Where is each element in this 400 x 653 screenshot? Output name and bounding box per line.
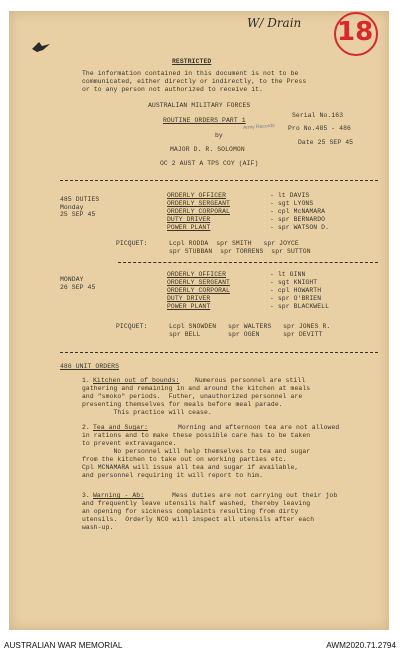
picquet-label: PICQUET: — [116, 323, 148, 330]
order-number: 3. — [82, 492, 90, 499]
handwritten-number: 18 — [337, 17, 374, 47]
order-line: presenting themselves for meals before meal parade. — [82, 401, 283, 408]
duty-role: ORDERLY SERGEANT — [167, 279, 230, 286]
divider — [60, 352, 378, 353]
duty-role: POWER PLANT — [167, 224, 211, 231]
order-number: 2. — [82, 424, 90, 431]
restricted-heading: RESTRICTED — [172, 58, 212, 65]
order-line: This practice will cease. — [82, 409, 212, 416]
notice-line-1: The information contained in this document is not to be — [82, 70, 299, 77]
duty-date-label-2: 26 SEP 45 — [60, 284, 96, 291]
duty-role: ORDERLY OFFICER — [167, 271, 227, 278]
order-line: utensils. Orderly NCO will inspect all utensils after each — [82, 516, 315, 523]
duty-date-label-1: 485 DUTIES — [60, 196, 100, 203]
orders-title: ROUTINE ORDERS PART 1 — [163, 117, 246, 124]
order-number: 1. — [82, 377, 90, 384]
duty-role: ORDERLY CORPORAL — [167, 287, 230, 294]
footer-accession-number: AWM2020.71.2794 — [326, 641, 396, 650]
duty-role: POWER PLANT — [167, 303, 211, 310]
duty-name: - cpl McNAMARA — [270, 208, 326, 215]
order-line: in rations and to make these possible care has to be taken — [82, 432, 311, 439]
unit-orders-heading: 486 UNIT ORDERS — [60, 363, 120, 370]
duty-name: - sgt KNIGHT — [270, 279, 318, 286]
issuing-unit: OC 2 AUST A TPS COY (AIF) — [160, 160, 259, 167]
order-line: to prevent extravagance. — [82, 440, 177, 447]
duty-name: - lt GINN — [270, 271, 306, 278]
picquet-line: spr STUBBAN spr TORRENS spr SUTTON — [169, 248, 311, 255]
order-line: Cpl MCNAMARA will issue all tea and sugar if available, — [82, 464, 299, 471]
duty-date-label-1: Monday — [60, 204, 84, 211]
order-line: Numerous personnel are still — [195, 377, 306, 384]
issuing-officer: MAJOR D. R. SOLOMON — [170, 146, 245, 153]
picquet-label: PICQUET: — [116, 240, 148, 247]
order-line: No personnel will help themselves to tea and sugar — [82, 448, 311, 455]
order-line: Morning and afternoon tea are not allowed — [178, 424, 340, 431]
serial-number: Serial No.163 — [292, 112, 344, 119]
order-date: Date 25 SEP 45 — [298, 139, 354, 146]
handwritten-annotation: W/ Drain — [247, 16, 302, 30]
footer-institution: AUSTRALIAN WAR MEMORIAL — [4, 641, 123, 650]
pro-number: Pro No.485 - 486 — [288, 125, 351, 132]
duty-name: - spr WATSON D. — [270, 224, 330, 231]
duty-date-label-1: 25 SEP 45 — [60, 211, 96, 218]
order-line: wash-up. — [82, 524, 114, 531]
duty-name: - spr BERNARDO — [270, 216, 326, 223]
order-line: and "smoko" periods. Futher, unauthorized personnel are — [82, 393, 303, 400]
archive-stamp: Army Records — [242, 122, 275, 132]
by-line: by — [215, 132, 223, 139]
duty-name: - spr BLACKWELL — [270, 303, 330, 310]
divider — [60, 180, 378, 181]
duty-role: ORDERLY SERGEANT — [167, 200, 230, 207]
duty-date-label-2: MONDAY — [60, 276, 84, 283]
order-heading: Warning - Ab: — [93, 492, 145, 499]
duty-name: - cpl HOWARTH — [270, 287, 322, 294]
order-line: from the kitchen to take out on working parties etc. — [82, 456, 287, 463]
duty-name: - sgt LYONS — [270, 200, 314, 207]
ink-blot-mark — [31, 41, 51, 53]
duty-role: ORDERLY OFFICER — [167, 192, 227, 199]
order-line: an opening for sickness complaints resulting from dirty — [82, 508, 299, 515]
duty-role: DUTY DRIVER — [167, 295, 211, 302]
duty-role: ORDERLY CORPORAL — [167, 208, 230, 215]
duty-name: - spr O'BRIEN — [270, 295, 322, 302]
order-line: and frequently leave utensils half washed, thereby leaving — [82, 500, 311, 507]
picquet-line: Lcpl RODDA spr SMITH spr JOYCE — [169, 240, 299, 247]
order-heading: Tea and Sugar: — [93, 424, 149, 431]
order-line: gathering and remaining in and around the kitchen at meals — [82, 385, 311, 392]
picquet-line: spr BELL spr OGEN spr DEVITT — [169, 331, 323, 338]
duty-name: - lt DAVIS — [270, 192, 310, 199]
org-heading: AUSTRALIAN MILITARY FORCES — [148, 102, 251, 109]
order-heading: Kitchen out of bounds: — [93, 377, 180, 384]
picquet-line: Lcpl SNOWDEN spr WALTERS spr JONES R. — [169, 323, 331, 330]
order-line: and personnel requiring it will report to him. — [82, 472, 264, 479]
notice-line-3: or to any person not authorized to receive it. — [82, 86, 264, 93]
duty-role: DUTY DRIVER — [167, 216, 211, 223]
divider — [118, 262, 378, 263]
order-line: Mess duties are not carrying out their job — [172, 492, 338, 499]
notice-line-2: communicated, either directly or indirectly, to the Press — [82, 78, 307, 85]
